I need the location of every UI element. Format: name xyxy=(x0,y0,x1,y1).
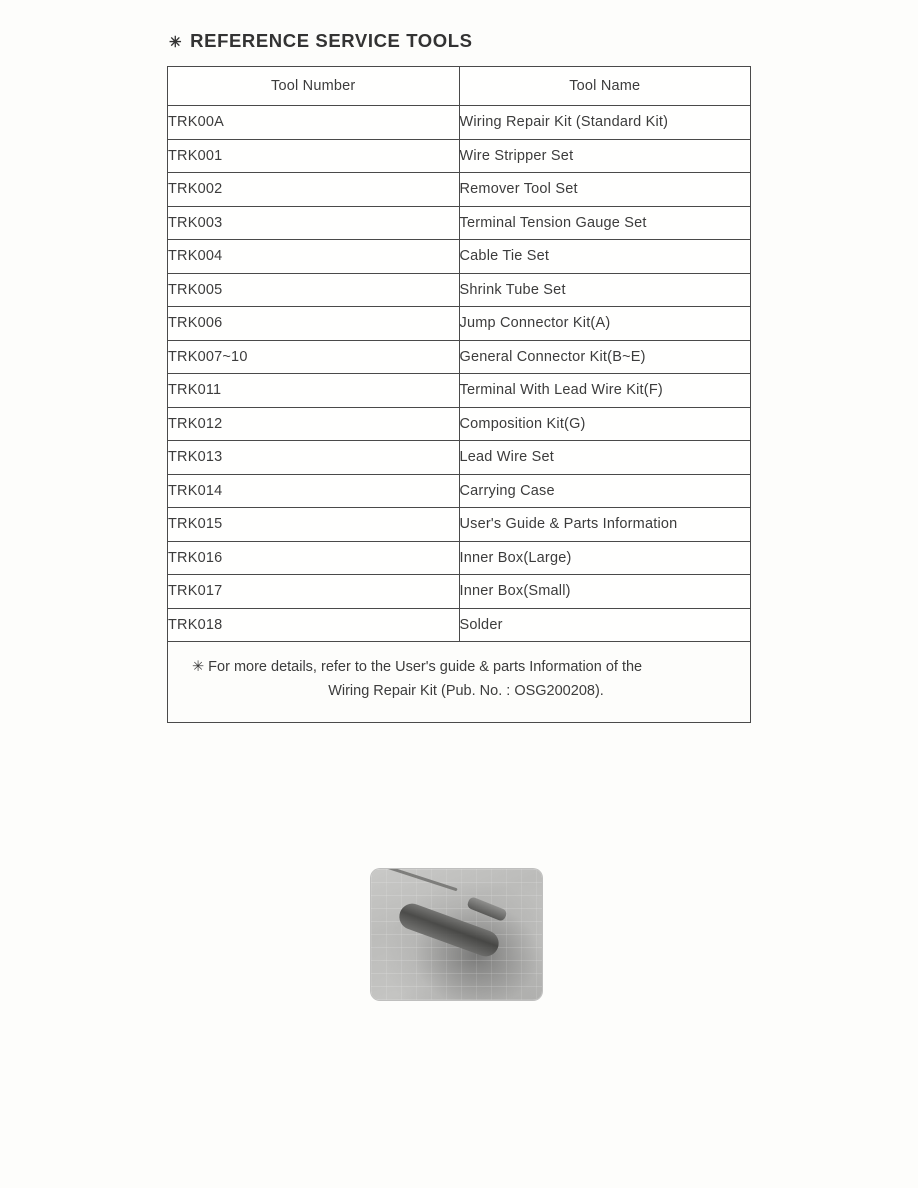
reference-service-tools-table xyxy=(167,66,751,642)
cell-tool-number: TRK005 xyxy=(168,273,460,307)
cell-tool-name: Wiring Repair Kit (Standard Kit) xyxy=(459,106,751,140)
table-row xyxy=(168,240,751,274)
table-row xyxy=(168,307,751,341)
table-row xyxy=(168,374,751,408)
cell-tool-number: TRK014 xyxy=(168,474,460,508)
cell-tool-name: Composition Kit(G) xyxy=(459,407,751,441)
cell-tool-name: Terminal Tension Gauge Set xyxy=(459,206,751,240)
table-row xyxy=(168,508,751,542)
table-row xyxy=(168,608,751,642)
page-title-text: REFERENCE SERVICE TOOLS xyxy=(190,30,473,51)
table-footnote xyxy=(167,642,751,723)
cell-tool-name: Inner Box(Small) xyxy=(459,575,751,609)
cell-tool-name: User's Guide & Parts Information xyxy=(459,508,751,542)
cell-tool-name: Wire Stripper Set xyxy=(459,139,751,173)
column-header-tool-name: Tool Name xyxy=(459,67,751,106)
cell-tool-name: Solder xyxy=(459,608,751,642)
cell-tool-number: TRK003 xyxy=(168,206,460,240)
table-row xyxy=(168,340,751,374)
cell-tool-name: Jump Connector Kit(A) xyxy=(459,307,751,341)
table-row xyxy=(168,106,751,140)
table-row xyxy=(168,173,751,207)
footnote-line-2: Wiring Repair Kit (Pub. No. : OSG200208). xyxy=(328,682,604,699)
cell-tool-number: TRK00A xyxy=(168,106,460,140)
table-row xyxy=(168,474,751,508)
table-row xyxy=(168,541,751,575)
cell-tool-name: Terminal With Lead Wire Kit(F) xyxy=(459,374,751,408)
column-header-tool-number: Tool Number xyxy=(168,67,460,106)
cell-tool-number: TRK007~10 xyxy=(168,340,460,374)
cell-tool-name: Carrying Case xyxy=(459,474,751,508)
cell-tool-number: TRK012 xyxy=(168,407,460,441)
table-row xyxy=(168,407,751,441)
table-row xyxy=(168,139,751,173)
cell-tool-name: Lead Wire Set xyxy=(459,441,751,475)
document-content xyxy=(167,30,751,723)
cell-tool-number: TRK011 xyxy=(168,374,460,408)
table-row xyxy=(168,273,751,307)
wiring-repair-tool-photo xyxy=(371,869,542,1000)
table-header-row xyxy=(168,67,751,106)
cell-tool-number: TRK001 xyxy=(168,139,460,173)
cell-tool-number: TRK006 xyxy=(168,307,460,341)
table-row xyxy=(168,575,751,609)
cell-tool-number: TRK018 xyxy=(168,608,460,642)
page-title xyxy=(169,30,751,52)
table-row xyxy=(168,441,751,475)
cell-tool-name: Cable Tie Set xyxy=(459,240,751,274)
cell-tool-number: TRK013 xyxy=(168,441,460,475)
cell-tool-number: TRK004 xyxy=(168,240,460,274)
table-row xyxy=(168,206,751,240)
footnote-line-1: ✳ For more details, refer to the User's guide & parts Information of the xyxy=(192,659,643,675)
title-asterisk-icon: ✳ xyxy=(169,33,183,51)
cell-tool-number: TRK002 xyxy=(168,173,460,207)
cell-tool-number: TRK016 xyxy=(168,541,460,575)
cell-tool-name: General Connector Kit(B~E) xyxy=(459,340,751,374)
cell-tool-name: Shrink Tube Set xyxy=(459,273,751,307)
cell-tool-name: Inner Box(Large) xyxy=(459,541,751,575)
cell-tool-name: Remover Tool Set xyxy=(459,173,751,207)
cell-tool-number: TRK017 xyxy=(168,575,460,609)
cell-tool-number: TRK015 xyxy=(168,508,460,542)
